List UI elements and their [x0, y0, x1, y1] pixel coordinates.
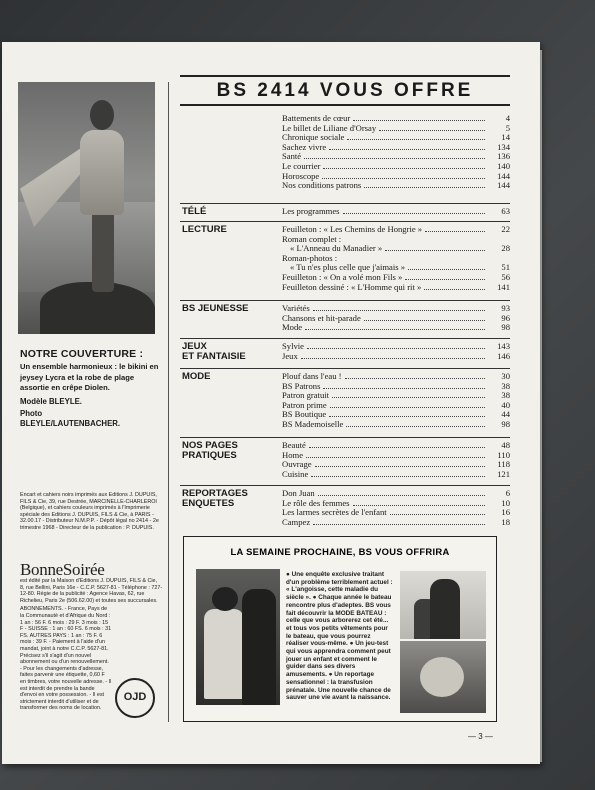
toc-entry-title: Chansons et hit-parade — [282, 312, 361, 323]
leader-dots — [307, 348, 485, 349]
leader-dots — [305, 329, 485, 330]
leader-dots — [385, 250, 485, 251]
leader-dots — [364, 187, 485, 188]
toc-entry[interactable] — [282, 352, 510, 362]
leader-dots — [408, 269, 485, 270]
toc-entry-title: Le billet de Liliane d'Orsay — [282, 122, 377, 133]
toc-entry-title: Cuisine — [282, 468, 309, 479]
leader-dots — [424, 289, 485, 290]
toc-entry-page: 96 — [501, 312, 510, 323]
section-entries — [282, 342, 510, 361]
section-rule — [180, 437, 510, 438]
toc-entry-title: Roman complet : — [282, 233, 342, 244]
toc-entry-page: 118 — [497, 459, 510, 470]
leader-dots — [329, 416, 485, 417]
toc-entry[interactable] — [282, 143, 510, 153]
toc-entry-page: 51 — [501, 262, 510, 273]
toc-entry[interactable] — [282, 181, 510, 191]
header-rule-bottom — [180, 104, 510, 106]
toc-entry-page: 44 — [501, 409, 510, 420]
toc-entry[interactable] — [282, 314, 510, 324]
leader-dots — [323, 388, 485, 389]
toc-entry-page: 63 — [501, 206, 510, 216]
cover-photo-credit: Photo BLEYLE/LAUTENBACHER. — [20, 408, 121, 428]
toc-entry[interactable] — [282, 420, 510, 430]
leader-dots — [379, 130, 485, 131]
leader-dots — [330, 407, 485, 408]
leader-dots — [306, 457, 485, 458]
section-entries — [282, 372, 510, 430]
next-week-box — [183, 536, 497, 722]
leader-dots — [390, 514, 485, 515]
toc-entry-title: Battements de cœur — [282, 113, 351, 123]
section-entries — [282, 207, 510, 217]
toc-entry-title: Roman-photos : — [282, 252, 338, 263]
toc-entry-page: 141 — [497, 281, 510, 292]
toc-entry-title: Chronique sociale — [282, 132, 345, 143]
section-entries — [282, 114, 510, 191]
toc-entry-title: BS Patrons — [282, 380, 321, 391]
section-label: JEUX ET FANTAISIE — [182, 341, 246, 362]
section-rule — [180, 485, 510, 486]
toc-entry-title: Sylvie — [282, 341, 304, 351]
bonne-soiree-logo: BonneSoirée — [20, 560, 105, 579]
toc-entry-title: Jeux — [282, 350, 298, 361]
toc-entry-page: 38 — [501, 390, 510, 401]
section-rule — [180, 300, 510, 301]
leader-dots — [311, 476, 485, 477]
leader-dots — [347, 139, 485, 140]
toc-entry-page: 146 — [497, 350, 510, 361]
toc-entry-title: Horoscope — [282, 170, 320, 181]
leader-dots — [353, 120, 485, 121]
toc-entry-title: Variétés — [282, 303, 310, 313]
toc-entry-page: 30 — [501, 371, 510, 381]
toc-entry-title: Santé — [282, 151, 302, 162]
toc-entry-title: Home — [282, 449, 304, 460]
cover-photo — [18, 82, 155, 334]
leader-dots — [313, 310, 485, 311]
toc-entry-title: Mode — [282, 322, 303, 333]
toc-entry-page: 110 — [497, 449, 510, 460]
next-week-title: LA SEMAINE PROCHAINE, BS VOUS OFFRIRA — [230, 546, 450, 557]
section-label: REPORTAGES ENQUETES — [182, 488, 248, 509]
leader-dots — [343, 213, 485, 214]
section-entries — [282, 304, 510, 333]
toc-entry-page: 98 — [501, 418, 510, 429]
leader-dots — [315, 466, 485, 467]
toc-entry-page: 143 — [497, 341, 510, 351]
toc-entry-page: 10 — [501, 497, 510, 508]
leader-dots — [405, 279, 485, 280]
toc-entry-title: Campez — [282, 516, 311, 527]
toc-entry[interactable] — [282, 508, 510, 518]
toc-entry-title: Le courrier — [282, 160, 321, 171]
toc-entry-title: Feuilleton dessiné : « L'Homme qui rit » — [282, 281, 422, 292]
toc-entry-title: Les larmes secrètes de l'enfant — [282, 507, 387, 518]
ojd-logo: OJD — [115, 678, 155, 718]
section-entries — [282, 489, 510, 527]
toc-entry-page: 136 — [497, 151, 510, 162]
toc-entry[interactable] — [282, 470, 510, 480]
section-label: BS JEUNESSE — [182, 303, 249, 314]
toc-entry-title: Ouvrage — [282, 459, 312, 470]
leader-dots — [309, 447, 485, 448]
toc-entry-page: 22 — [501, 224, 510, 234]
toc-entry-page: 28 — [501, 243, 510, 254]
toc-entry-title: Beauté — [282, 440, 306, 450]
section-rule — [180, 368, 510, 369]
leader-dots — [322, 178, 485, 179]
toc-entry-title: Sachez vivre — [282, 141, 327, 152]
toc-entry-page: 140 — [497, 160, 510, 171]
section-label: TÉLÉ — [182, 206, 207, 217]
toc-entry-page: 16 — [501, 507, 510, 518]
section-rule — [180, 338, 510, 339]
toc-entry-title: Plouf dans l'eau ! — [282, 371, 342, 381]
toc-entry[interactable] — [282, 451, 510, 461]
leader-dots — [313, 524, 485, 525]
toc-entry-title: BS Mademoiselle — [282, 418, 344, 429]
couple-photo — [196, 569, 280, 705]
toc-entry-title: Les programmes — [282, 206, 340, 216]
toc-entry-page: 6 — [505, 488, 510, 498]
fashion-photo — [400, 571, 486, 639]
section-rule — [180, 203, 510, 204]
header-rule-top — [180, 75, 510, 77]
cover-model: Modèle BLEYLE. — [20, 396, 82, 406]
toc-entry[interactable] — [282, 441, 510, 451]
toc-entry-title: Don Juan — [282, 488, 315, 498]
toc-entry[interactable] — [282, 460, 510, 470]
section-entries — [282, 225, 510, 292]
leader-dots — [345, 378, 485, 379]
publisher-info: est édité par la Maison d'Editions J. DUPUIS, FILS & Cie, 8, rue Bellini, Paris 16e - C.C.P. 5627-81 - Téléphone : 727-12-80. Régie de la publicité : Agence Havas, 62, rue Richelieu, Paris 2e (506.62.00) et toutes ses succursales. ABONNEMENTS. - France, Pays de la Communauté et d'Afrique du Nord : 1 an : 56 F. 6 mois : 29 F. 3 mois : 15 F - SUISSE : 1 an : 60 FS. 6 mois : 31 FS. AUTRES PAYS : 1 an : 75 F. 6 mois : 39 F. - Paiement à l'aide d'un mandat, joint à notre C.C.P. 5627-81. Précisez s'il s'agit d'un nouvel abonnement ou d'un renouvellement. - Pour les changements d'adresse, faites parvenir une étiquette, 0,60 F en timbres, votre nouvelle adresse. - Il est interdit de prendre la bande d'envoi en votre possession. - Il est strictement interdit d'utiliser et de transformer des noms de location. — [20, 578, 163, 712]
section-label: NOS PAGES PRATIQUES — [182, 440, 238, 461]
cover-title: NOTRE COUVERTURE : — [20, 348, 144, 360]
toc-entry-title: Patron prime — [282, 399, 327, 410]
section-entries — [282, 441, 510, 479]
section-label: LECTURE — [182, 224, 227, 235]
leader-dots — [332, 397, 485, 398]
toc-entry-page: 40 — [501, 399, 510, 410]
leader-dots — [304, 158, 485, 159]
toc-entry-page: 144 — [497, 170, 510, 181]
cover-caption — [20, 348, 162, 429]
toc-entry-page: 56 — [501, 271, 510, 282]
toc-entry-page: 38 — [501, 380, 510, 391]
leader-dots — [301, 358, 485, 359]
baby-photo — [400, 641, 486, 713]
leader-dots — [346, 426, 485, 427]
toc-entry[interactable] — [282, 323, 510, 333]
page-number: — 3 — — [468, 732, 493, 741]
leader-dots — [364, 320, 485, 321]
toc-entry[interactable] — [282, 342, 510, 352]
toc-entry[interactable] — [282, 518, 510, 528]
page-title: BS 2414 VOUS OFFRE — [216, 80, 474, 101]
toc-entry-page: 134 — [497, 141, 510, 152]
toc-entry-page: 48 — [501, 440, 510, 450]
imprint-text: Encart et cahiers noirs imprimés aux Editions J. DUPUIS, FILS & Cie, 39, rue Destrée, MARCINELLE-CHARLEROI (Belgique), et cahiers couleurs imprimés à l'Imprimerie spéciale des Editions J. DUPUIS, FILS & Cie, à PARIS - 32.00.17 - Distributeur N.M.P.P. - Dépôt légal no 2414 - 2e trimestre 1968 - Directeur de la publication : P. DUPUIS. — [20, 492, 159, 531]
toc-entry-title: « Tu n'es plus celle que j'aimais » — [290, 262, 406, 273]
section-label: MODE — [182, 371, 211, 382]
toc-entry-page: 14 — [501, 132, 510, 143]
leader-dots — [329, 149, 485, 150]
leader-dots — [318, 495, 485, 496]
toc-entry[interactable] — [282, 283, 510, 293]
toc-entry-page: 144 — [497, 180, 510, 191]
cover-text: Un ensemble harmonieux : le bikini en jeysey Lycra et la robe de plage assortie en crêpe Diolen. — [20, 362, 159, 392]
toc-entry-title: Feuilleton : « On a volé mon Fils » — [282, 271, 403, 282]
toc-entry-page: 98 — [501, 322, 510, 333]
toc-entry-title: Nos conditions patrons — [282, 180, 362, 191]
toc-entry-page: 93 — [501, 303, 510, 313]
toc-entry-title: Patron gratuit — [282, 390, 330, 401]
leader-dots — [425, 231, 485, 232]
next-week-text: ● Une enquête exclusive traitant d'un problème terriblement actuel : « L'angoisse, cette maladie du siècle ». ● Chaque année le bateau rencontre plus d'adeptes. BS vous fait découvrir la MODE BATEAU : celle que vous arborerez cet été... et tous vos petits vêtements pour le bateau, que vous pourrez réaliser vous-même. ● Un jeu-test qui vous apprendra comment peut jouer un enfant et comment le guider dans ses divers amusements. ● Un reportage sensationnel : la transfusion prénatale. Une nouvelle chance de sauver une vie avant la naissance. — [286, 571, 393, 702]
toc-entry-title: Feuilleton : « Les Chemins de Hongrie » — [282, 224, 423, 234]
toc-entry-page: 121 — [497, 468, 510, 479]
toc-entry-title: Le rôle des femmes — [282, 497, 350, 508]
leader-dots — [353, 505, 485, 506]
toc-entry-title: BS Boutique — [282, 409, 327, 420]
toc-entry-title: « L'Anneau du Manadier » — [290, 243, 383, 254]
column-divider — [168, 82, 169, 722]
leader-dots — [323, 168, 485, 169]
toc-entry[interactable] — [282, 207, 510, 217]
toc-entry-page: 4 — [505, 113, 510, 123]
toc-entry-page: 5 — [505, 122, 510, 133]
section-rule — [180, 221, 510, 222]
toc-entry-page: 18 — [501, 516, 510, 527]
